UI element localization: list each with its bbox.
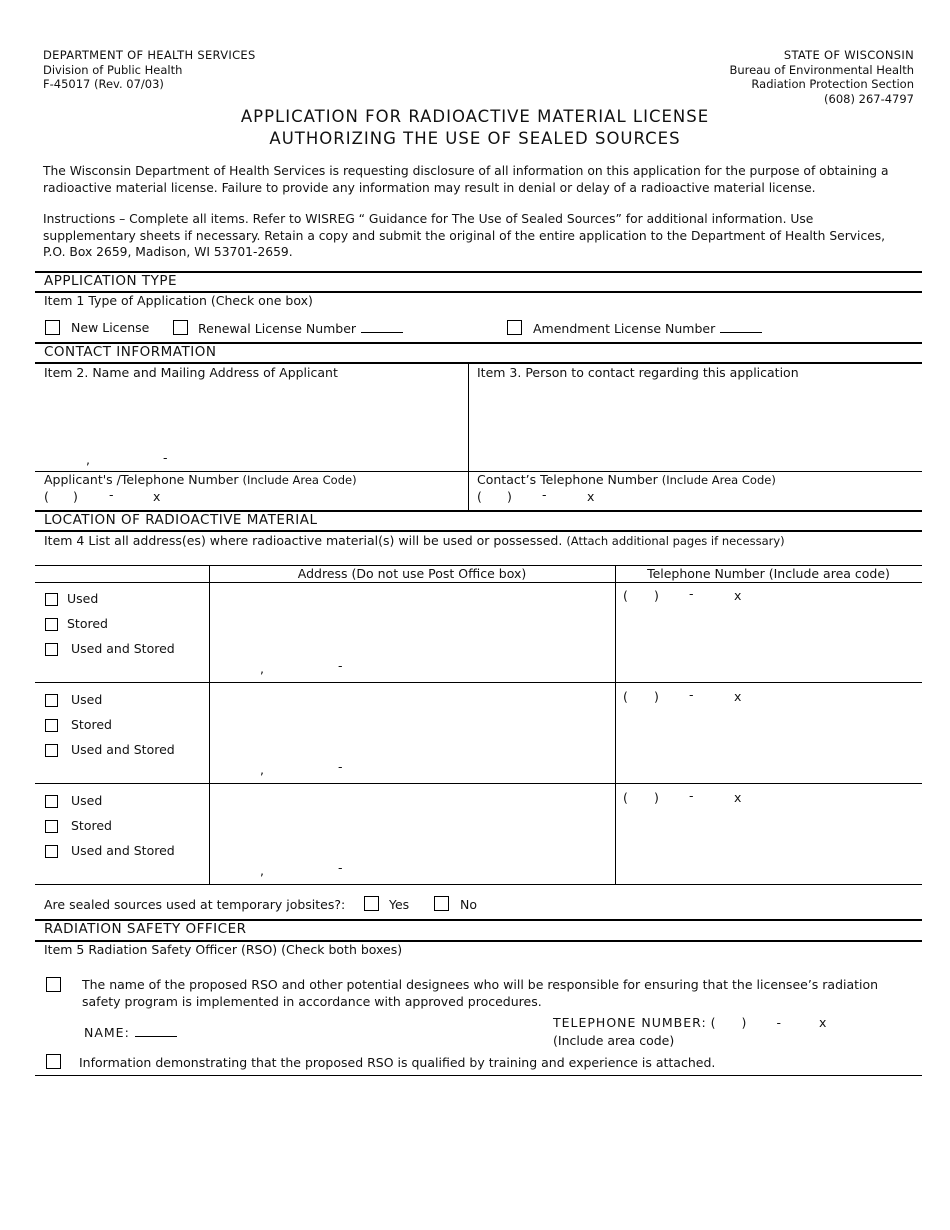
- item2-label: Item 2. Name and Mailing Address of Applicant: [44, 365, 338, 380]
- temp-jobsite-question: Are sealed sources used at temporary jobsites?:: [44, 897, 346, 912]
- phone-dash: -: [109, 487, 114, 502]
- rso-phone-hint: (Include area code): [553, 1033, 675, 1048]
- contact-phone-label: Contact’s Telephone Number: [477, 472, 658, 487]
- renewal-license-label: Renewal License Number: [198, 321, 357, 336]
- phone-close-paren: ): [654, 790, 659, 805]
- applicant-phone-label: Applicant's /Telephone Number: [44, 472, 239, 487]
- phone-dash: -: [689, 687, 694, 702]
- item4-note: (Attach additional pages if necessary): [566, 534, 785, 548]
- phone-dash: -: [689, 586, 694, 601]
- used-and-stored-checkbox[interactable]: [45, 744, 58, 757]
- applicant-phone-hint: (Include Area Code): [242, 473, 357, 487]
- stored-checkbox[interactable]: [45, 618, 58, 631]
- rso-phone-label: TELEPHONE NUMBER:: [553, 1015, 707, 1030]
- contact-phone-label-row: [477, 472, 776, 487]
- item5-label: Item 5 Radiation Safety Officer (RSO) (Check both boxes): [44, 942, 403, 957]
- phone-open-paren: (: [623, 689, 628, 704]
- new-license-label: New License: [71, 320, 150, 335]
- divider: [35, 682, 922, 683]
- form-title: [0, 106, 950, 150]
- disclosure-text: The Wisconsin Department of Health Services is requesting disclosure of all information on this application for the purpose of obtaining a radioactive material license. Failure to provide any information may result in denial or delay of a radioactive material license.: [43, 164, 889, 195]
- rso-name-label: NAME:: [84, 1025, 130, 1040]
- item4-label-row: [44, 533, 785, 548]
- item3-label: Item 3. Person to contact regarding this application: [477, 365, 799, 380]
- new-license-checkbox[interactable]: [45, 320, 60, 335]
- stored-label: Stored: [71, 717, 112, 732]
- amendment-license-label: Amendment License Number: [533, 321, 716, 336]
- used-and-stored-checkbox[interactable]: [45, 643, 58, 656]
- phone-open-paren: (: [710, 1015, 716, 1030]
- department-name: DEPARTMENT OF HEALTH SERVICES: [43, 48, 256, 62]
- phone-ext: x: [734, 790, 742, 805]
- divider: [35, 530, 922, 532]
- phone-open-paren: (: [623, 588, 628, 603]
- section-application-type: APPLICATION TYPE: [44, 273, 178, 289]
- item4-label: Item 4 List all address(es) where radioactive material(s) will be used or possessed.: [44, 533, 563, 548]
- phone-ext: x: [734, 588, 742, 603]
- renewal-license-row: [198, 320, 403, 336]
- address-dash: -: [338, 860, 343, 875]
- phone-open-paren: (: [623, 790, 628, 805]
- section-contact-information: CONTACT INFORMATION: [44, 344, 217, 360]
- divider: [35, 884, 922, 885]
- phone-open-paren: (: [44, 489, 49, 504]
- phone-close-paren: ): [654, 588, 659, 603]
- item1-label: Item 1 Type of Application (Check one box): [44, 293, 313, 308]
- divider: [35, 783, 922, 784]
- address-dash: -: [338, 759, 343, 774]
- title-line-1: APPLICATION FOR RADIOACTIVE MATERIAL LICENSE: [240, 107, 710, 126]
- rso-phone-row: [553, 1015, 826, 1030]
- applicant-address-comma: ,: [86, 452, 90, 467]
- agency-header: [43, 48, 256, 92]
- division-name: Division of Public Health: [43, 62, 183, 77]
- rso-phone-field[interactable]: [711, 1015, 827, 1030]
- phone-ext: x: [734, 689, 742, 704]
- temp-jobsite-yes-checkbox[interactable]: [364, 896, 379, 911]
- phone-close-paren: ): [741, 1015, 747, 1030]
- used-checkbox[interactable]: [45, 694, 58, 707]
- phone-dash: -: [776, 1015, 781, 1030]
- stored-checkbox[interactable]: [45, 719, 58, 732]
- renewal-license-number-field[interactable]: [361, 320, 403, 333]
- stored-label: Stored: [71, 818, 112, 833]
- address-dash: -: [338, 658, 343, 673]
- amendment-license-row: [533, 320, 762, 336]
- phone-dash: -: [689, 788, 694, 803]
- used-and-stored-label: Used and Stored: [71, 641, 175, 656]
- phone-close-paren: ): [654, 689, 659, 704]
- divider: [615, 565, 616, 885]
- phone-column-header: Telephone Number (Include area code): [647, 566, 890, 581]
- divider: [468, 363, 469, 511]
- phone-ext: x: [153, 489, 161, 504]
- divider: [209, 565, 210, 885]
- state-name: STATE OF WISCONSIN: [783, 48, 914, 62]
- form-number: F-45017 (Rev. 07/03): [43, 77, 164, 91]
- section-rso: RADIATION SAFETY OFFICER: [44, 921, 247, 937]
- phone-open-paren: (: [477, 489, 482, 504]
- divider: [35, 1075, 922, 1076]
- address-comma: ,: [260, 762, 264, 777]
- section-location: LOCATION OF RADIOACTIVE MATERIAL: [44, 512, 318, 528]
- rso-statement-line-2: safety program is implemented in accordance with approved procedures.: [82, 994, 542, 1009]
- amendment-license-number-field[interactable]: [720, 320, 762, 333]
- bureau-name: Bureau of Environmental Health: [729, 62, 914, 77]
- instructions-text: Instructions – Complete all items. Refer to WISREG “ Guidance for The Use of Sealed Sources” for additional information. Use supplementary sheets if necessary. Retain a copy and submit the original of the entire application to the Department of Health Services, P.O. Box 2659, Madison, WI 53701-2659.: [43, 212, 886, 259]
- phone-ext: x: [587, 489, 595, 504]
- phone-close-paren: ): [507, 489, 512, 504]
- phone-close-paren: ): [73, 489, 78, 504]
- stored-checkbox[interactable]: [45, 820, 58, 833]
- address-column-header: Address (Do not use Post Office box): [297, 566, 527, 581]
- rso-qualification-checkbox[interactable]: [46, 1054, 61, 1069]
- applicant-address-dash: -: [163, 450, 168, 465]
- temp-jobsite-yes-label: Yes: [389, 897, 410, 912]
- renewal-license-checkbox[interactable]: [173, 320, 188, 335]
- used-checkbox[interactable]: [45, 795, 58, 808]
- divider: [35, 362, 922, 364]
- amendment-license-checkbox[interactable]: [507, 320, 522, 335]
- state-header: [729, 48, 914, 106]
- section-name: Radiation Protection Section: [751, 77, 914, 91]
- phone-ext: x: [818, 1015, 827, 1030]
- rso-name-field[interactable]: [135, 1024, 177, 1037]
- divider: [35, 582, 922, 583]
- address-comma: ,: [260, 661, 264, 676]
- used-and-stored-checkbox[interactable]: [45, 845, 58, 858]
- used-and-stored-label: Used and Stored: [71, 843, 175, 858]
- used-label: Used: [67, 591, 99, 606]
- rso-designees-checkbox[interactable]: [46, 977, 61, 992]
- rso-statement-line-1: The name of the proposed RSO and other potential designees who will be responsible for ensuring that the licensee’s radiation: [82, 977, 879, 992]
- address-comma: ,: [260, 863, 264, 878]
- contact-phone-hint: (Include Area Code): [661, 473, 776, 487]
- used-label: Used: [71, 793, 103, 808]
- stored-label: Stored: [67, 616, 108, 631]
- used-and-stored-label: Used and Stored: [71, 742, 175, 757]
- used-checkbox[interactable]: [45, 593, 58, 606]
- phone-dash: -: [542, 487, 547, 502]
- title-line-2: AUTHORIZING THE USE OF SEALED SOURCES: [269, 129, 681, 148]
- temp-jobsite-no-label: No: [460, 897, 477, 912]
- applicant-phone-label-row: [44, 472, 357, 487]
- used-label: Used: [71, 692, 103, 707]
- temp-jobsite-no-checkbox[interactable]: [434, 896, 449, 911]
- agency-phone: (608) 267-4797: [824, 91, 914, 106]
- rso-name-row: [84, 1024, 177, 1040]
- rso-qualification-statement: Information demonstrating that the proposed RSO is qualified by training and experience is attached.: [79, 1055, 716, 1070]
